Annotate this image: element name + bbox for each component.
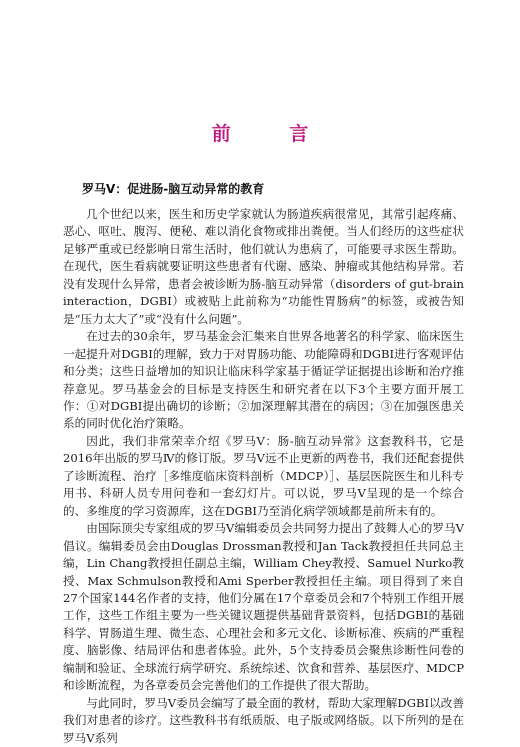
paragraph: 由国际顶尖专家组成的罗马Ⅴ编辑委员会共同努力提出了鼓舞人心的罗马Ⅴ倡议。编辑委员会由Douglas Drossman教授和Jan Tack教授担任共同总主编，Lin Chang教授担任副总主编，William Chey教授、Samuel Nurko教授、Max Schmulson教授和Ami Sperber教授担任主编。项目得到了来自27个国家144名作者的支持，他们分属在17个章委员会和7个特别工作组开展工作，这些工作组主要为一些关键议题提供基础背景资料，包括DGBI的基础科学、胃肠道生理、微生态、心理社会和多元文化、诊断标准、疾病的严重程度、脑影像、结局评估和患者体验。此外，5个支持委员会聚焦诊断性问卷的编制和验证、全球流行病学研究、系统综述、饮食和营养、基层医疗、MDCP和诊断流程，为各章委员会完善他们的工作提供了很大帮助。 [63,521,464,693]
page-title: 前 言 [211,123,335,145]
paragraph: 因此，我们非常荣幸介绍《罗马Ⅴ：肠-脑互动异常》这套教科书，它是2016年出版的罗马Ⅳ的修订版。罗马Ⅴ远不止更新的两卷书，我们还配套提供了诊断流程、治疗［多维度临床资料剖析（MDCP）］、基层医院医生和儿科专用书、科研人员专用问卷和一套幻灯片。可以说，罗马Ⅴ呈现的是一个综合的、多维度的学习资源库，这在DGBI乃至消化病学领域都是前所未有的。 [63,433,464,518]
paragraph: 与此同时，罗马Ⅴ委员会编写了最全面的教材，帮助大家理解DGBI以改善我们对患者的诊疗。这些教科书有纸质版、电子版或网络版。以下所列的是在罗马Ⅴ系列 [63,695,464,745]
body-text [63,206,464,747]
paragraph: 几个世纪以来，医生和历史学家就认为肠道疾病很常见，其常引起疼痛、恶心、呕吐、腹泻、便秘、难以消化食物或排出粪便。当人们经历的这些症状足够严重或已经影响日常生活时，他们就认为患病了，可能要寻求医生帮助。在现代，医生看病就要证明这些患者有代谢、感染、肿瘤或其他结构异常。若没有发现什么异常，患者会被诊断为肠-脑互动异常（disorders of gut-brain interaction，DGBI）或被贴上此前称为“功能性胃肠病”的标签，或被告知是“压力太大了”或“没有什么问题”。 [63,207,464,326]
section-heading: 罗马Ⅴ：促进肠-脑互动异常的教育 [82,182,265,196]
paragraph: 在过去的30余年，罗马基金会汇集来自世界各地著名的科学家、临床医生一起提升对DGBI的理解，致力于对胃肠功能、功能障碍和DGBI进行客观评估和分类；这些日益增加的知识让临床科学家基于循证学证据提出诊断和治疗推荐意见。罗马基金会的目标是支持医生和研究者在以下3个主要方面开展工作：①对DGBI提出确切的诊断；②加深理解其潜在的病因；③在加强医患关系的同时优化治疗策略。 [63,329,464,431]
